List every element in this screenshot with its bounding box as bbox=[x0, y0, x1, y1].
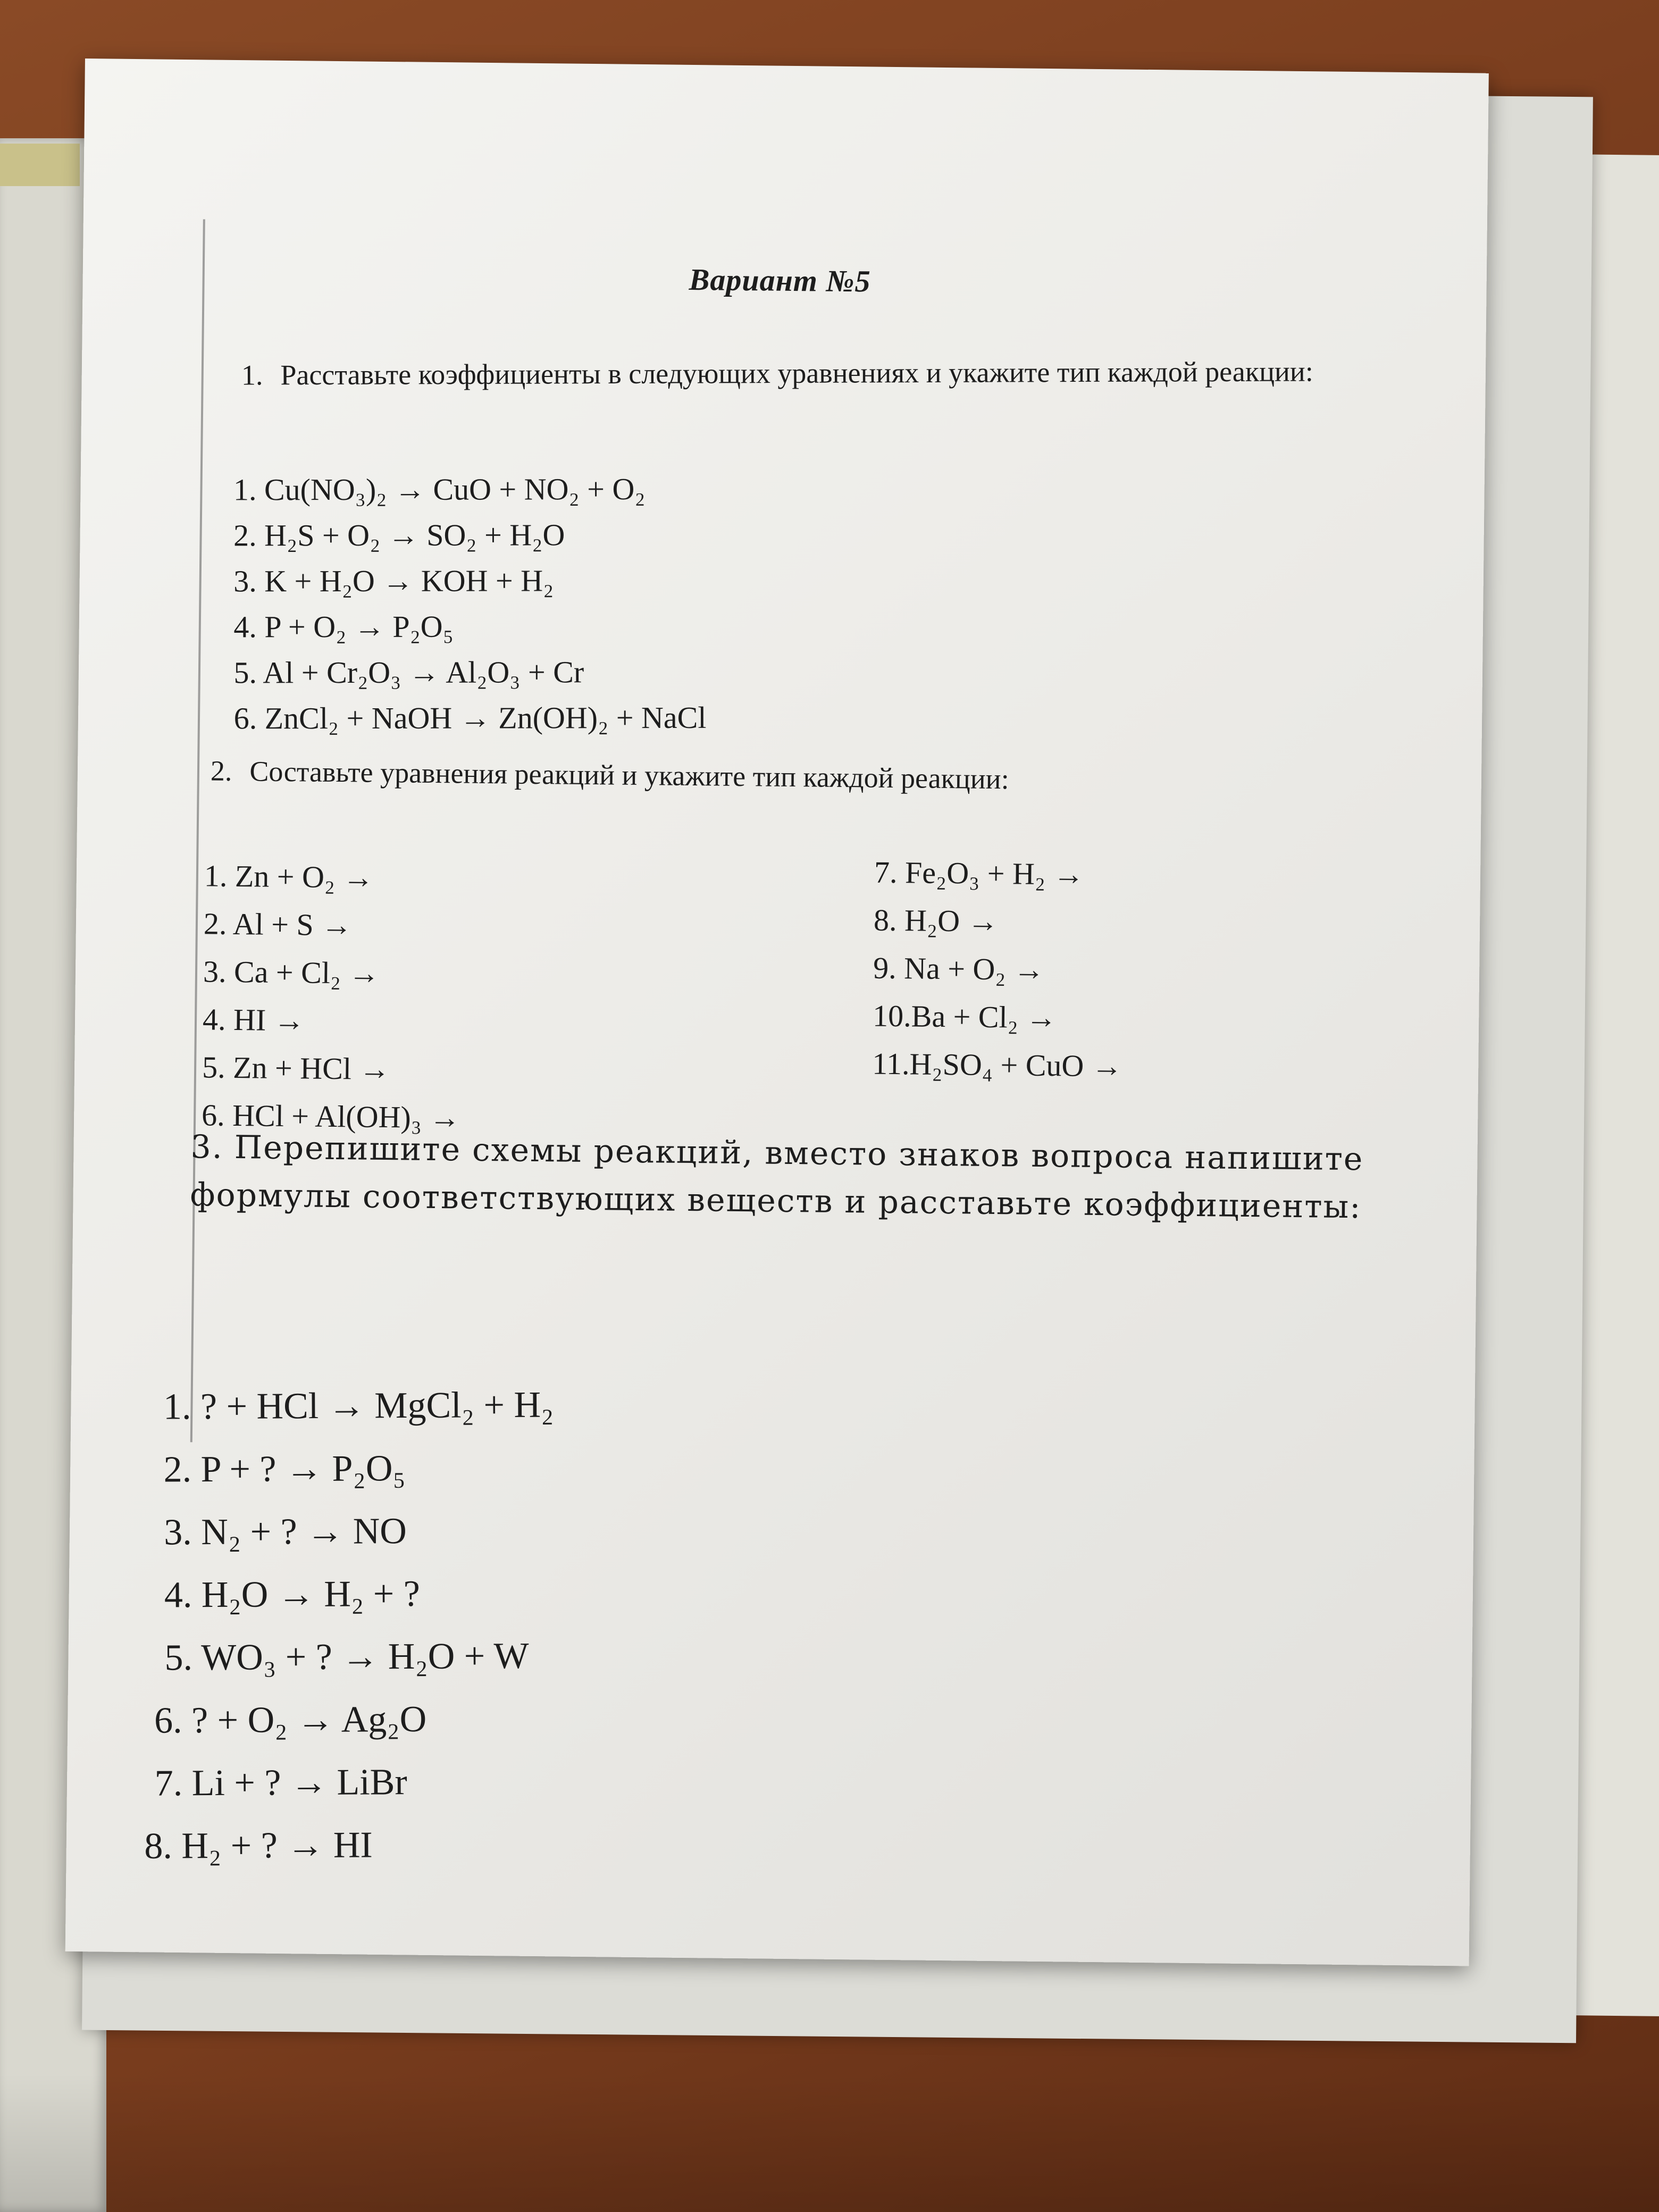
task-3-equation-list bbox=[144, 1374, 556, 1878]
task-2-equation: 10.Ba + Cl₂ → bbox=[872, 998, 1057, 1035]
task-3-text: Перепишите схемы реакций, вместо знаков вопроса напишите формулы соответствующих веществ и расставьте коэффициенты: bbox=[190, 1129, 1364, 1226]
task-2-equation: 8. H₂O → bbox=[873, 902, 999, 939]
task-2-equation: 6. HCl + Al(OH)₃ → bbox=[201, 1097, 460, 1135]
worksheet-title: Вариант №5 bbox=[689, 262, 871, 299]
bottom-shadow bbox=[0, 2074, 1659, 2212]
task-3-instruction bbox=[190, 1123, 1440, 1232]
task-2-equation: 11.H₂SO₄ + CuO → bbox=[872, 1046, 1123, 1084]
task-1-equation: 2. H₂S + O₂ → SO₂ + H₂O bbox=[233, 517, 565, 553]
task-2-equation: 2. Al + S → bbox=[203, 906, 353, 943]
task-3-equation: 8. H₂ + ? → HI bbox=[144, 1824, 373, 1867]
task-3-equation: 3. N₂ + ? → NO bbox=[164, 1511, 407, 1553]
task-3-equation: 5. WO₃ + ? → H₂O + W bbox=[164, 1635, 529, 1679]
task-2-equation: 1. Zn + O₂ → bbox=[204, 858, 374, 895]
task-2-equation: 7. Fe₂O₃ + H₂ → bbox=[874, 854, 1085, 892]
task-2-right-column bbox=[872, 849, 1125, 1091]
task-1-equation: 4. P + O₂ → P₂O₅ bbox=[233, 609, 454, 644]
task-2-equation: 5. Zn + HCl → bbox=[202, 1050, 390, 1087]
task-1-text: Расставьте коэффициенты в следующих уравнениях и укажите тип каждой реакции: bbox=[280, 355, 1313, 391]
task-2-number: 2. bbox=[210, 755, 232, 787]
task-2-instruction bbox=[211, 751, 1434, 803]
task-3-equation: 7. Li + ? → LiBr bbox=[154, 1762, 407, 1804]
task-2-equation: 9. Na + O₂ → bbox=[873, 950, 1045, 987]
background-book-edge bbox=[0, 144, 80, 186]
task-2-equation: 3. Ca + Cl₂ → bbox=[203, 954, 380, 991]
task-3-equation: 2. P + ? → P₂O₅ bbox=[163, 1448, 406, 1490]
task-2-text: Составьте уравнения реакций и укажите тип каждой реакции: bbox=[249, 755, 1009, 795]
task-1-equation-list bbox=[233, 466, 707, 742]
task-3-equation: 6. ? + O₂ → Ag₂O bbox=[154, 1698, 427, 1741]
task-1-equation: 5. Al + Cr₂O₃ → Al₂O₃ + Cr bbox=[233, 655, 584, 690]
task-1-number: 1. bbox=[241, 359, 263, 391]
task-3-equation: 1. ? + HCl → MgCl₂ + H₂ bbox=[163, 1384, 554, 1428]
task-1-equation: 1. Cu(NO₃)₂ → CuO + NO₂ + O₂ bbox=[233, 472, 646, 507]
task-1-instruction bbox=[241, 351, 1411, 395]
task-3-number: 3. bbox=[190, 1128, 224, 1166]
task-1-equation: 6. ZnCl₂ + NaOH → Zn(OH)₂ + NaCl bbox=[233, 700, 707, 736]
worksheet-page bbox=[65, 58, 1489, 1966]
task-3-equation: 4. H₂O → H₂ + ? bbox=[164, 1573, 421, 1616]
task-2-left-column bbox=[202, 852, 463, 1142]
task-2-equation: 4. HI → bbox=[202, 1002, 305, 1038]
task-1-equation: 3. K + H₂O → KOH + H₂ bbox=[233, 563, 554, 599]
margin-line bbox=[190, 219, 205, 1442]
